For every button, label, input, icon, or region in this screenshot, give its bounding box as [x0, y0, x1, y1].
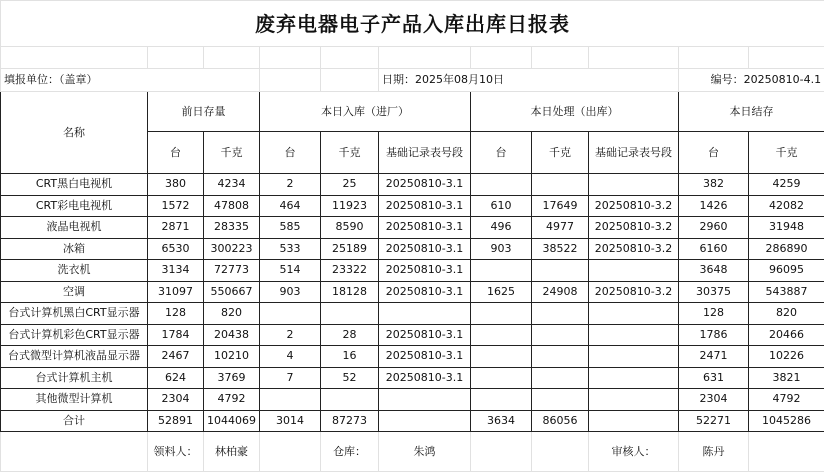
- cell-end-tai: 631: [679, 367, 749, 389]
- cell-end-tai: 30375: [679, 281, 749, 303]
- cell-in-kg: [321, 303, 379, 325]
- cell-in-record: [379, 410, 471, 432]
- cell-in-record: 20250810-3.1: [379, 195, 471, 217]
- cell-out-record: [589, 303, 679, 325]
- footer-receiver-label: 领料人：: [148, 432, 204, 472]
- header-in-kg: 千克: [321, 132, 379, 174]
- cell-prev-kg: 10210: [204, 346, 260, 368]
- table-row: [1, 260, 824, 282]
- cell-out-record: [589, 367, 679, 389]
- cell-end-kg: 96095: [749, 260, 824, 282]
- cell-out-record: [589, 324, 679, 346]
- cell-prev-kg: 72773: [204, 260, 260, 282]
- cell-in-tai: 514: [260, 260, 321, 282]
- cell-end-tai: 52271: [679, 410, 749, 432]
- cell-out-kg: 86056: [532, 410, 589, 432]
- cell-out-record: 20250810-3.2: [589, 281, 679, 303]
- header-out-today: 本日处理（出库）: [471, 92, 679, 132]
- cell-in-kg: 11923: [321, 195, 379, 217]
- cell-item-name: 台式计算机彩色CRT显示器: [1, 324, 148, 346]
- cell-in-tai: [260, 303, 321, 325]
- cell-end-kg: 1045286: [749, 410, 824, 432]
- header-out-record: 基础记录表号段: [589, 132, 679, 174]
- footer-receiver: 林柏豪: [204, 432, 260, 472]
- report-unit: 填报单位：（盖章）: [1, 69, 260, 92]
- cell-end-tai: 2960: [679, 217, 749, 239]
- cell-prev-tai: 31097: [148, 281, 204, 303]
- cell-out-kg: 4977: [532, 217, 589, 239]
- cell-in-kg: 25189: [321, 238, 379, 260]
- cell-in-kg: 18128: [321, 281, 379, 303]
- cell-prev-kg: 820: [204, 303, 260, 325]
- cell-in-record: 20250810-3.1: [379, 260, 471, 282]
- cell-out-tai: [471, 367, 532, 389]
- cell-in-record: 20250810-3.1: [379, 324, 471, 346]
- table-row: [1, 324, 824, 346]
- cell-out-tai: 1625: [471, 281, 532, 303]
- table-row: [1, 238, 824, 260]
- cell-in-kg: [321, 389, 379, 411]
- cell-in-record: 20250810-3.1: [379, 217, 471, 239]
- table-row: [1, 281, 824, 303]
- footer-reviewer-label: 审核人：: [589, 432, 679, 472]
- footer-warehouse-label: 仓库：: [321, 432, 379, 472]
- cell-in-record: 20250810-3.1: [379, 367, 471, 389]
- cell-out-tai: 903: [471, 238, 532, 260]
- cell-in-record: 20250810-3.1: [379, 281, 471, 303]
- table-row: [1, 367, 824, 389]
- cell-end-kg: 820: [749, 303, 824, 325]
- table-row: [1, 174, 824, 196]
- footer-reviewer: 陈丹: [679, 432, 749, 472]
- cell-out-tai: [471, 303, 532, 325]
- cell-out-record: [589, 260, 679, 282]
- cell-prev-tai: 380: [148, 174, 204, 196]
- cell-item-name: 台式计算机黑白CRT显示器: [1, 303, 148, 325]
- report-title: 废弃电器电子产品入库出库日报表: [1, 1, 824, 47]
- cell-item-name: 洗衣机: [1, 260, 148, 282]
- cell-end-kg: 20466: [749, 324, 824, 346]
- cell-out-record: 20250810-3.2: [589, 238, 679, 260]
- cell-prev-tai: 3134: [148, 260, 204, 282]
- cell-out-tai: [471, 389, 532, 411]
- cell-in-kg: 16: [321, 346, 379, 368]
- cell-out-kg: [532, 260, 589, 282]
- cell-in-kg: 23322: [321, 260, 379, 282]
- cell-prev-kg: 4792: [204, 389, 260, 411]
- cell-prev-kg: 3769: [204, 367, 260, 389]
- header-prev-kg: 千克: [204, 132, 260, 174]
- cell-prev-kg: 300223: [204, 238, 260, 260]
- cell-out-kg: 38522: [532, 238, 589, 260]
- header-out-tai: 台: [471, 132, 532, 174]
- cell-prev-tai: 1784: [148, 324, 204, 346]
- cell-prev-tai: 1572: [148, 195, 204, 217]
- cell-end-kg: 4259: [749, 174, 824, 196]
- cell-end-tai: 3648: [679, 260, 749, 282]
- cell-end-tai: 128: [679, 303, 749, 325]
- cell-prev-tai: 128: [148, 303, 204, 325]
- header-name: 名称: [1, 92, 148, 174]
- cell-in-kg: 52: [321, 367, 379, 389]
- cell-item-name: CRT黑白电视机: [1, 174, 148, 196]
- cell-in-tai: [260, 389, 321, 411]
- cell-in-tai: 3014: [260, 410, 321, 432]
- cell-end-tai: 1786: [679, 324, 749, 346]
- cell-out-kg: 17649: [532, 195, 589, 217]
- cell-out-tai: 3634: [471, 410, 532, 432]
- header-end-stock: 本日结存: [679, 92, 824, 132]
- cell-out-kg: [532, 346, 589, 368]
- header-end-tai: 台: [679, 132, 749, 174]
- cell-in-kg: 8590: [321, 217, 379, 239]
- header-prev-stock: 前日存量: [148, 92, 260, 132]
- cell-in-kg: 25: [321, 174, 379, 196]
- cell-end-tai: 2304: [679, 389, 749, 411]
- footer-warehouse: 朱鸿: [379, 432, 471, 472]
- cell-end-tai: 6160: [679, 238, 749, 260]
- cell-in-record: [379, 303, 471, 325]
- report-number: 编号：20250810-4.1: [679, 69, 824, 92]
- header-in-today: 本日入库（进厂）: [260, 92, 471, 132]
- cell-in-kg: 87273: [321, 410, 379, 432]
- cell-in-tai: 2: [260, 174, 321, 196]
- cell-out-record: [589, 389, 679, 411]
- cell-out-tai: [471, 324, 532, 346]
- cell-prev-kg: 4234: [204, 174, 260, 196]
- cell-in-tai: 464: [260, 195, 321, 217]
- cell-prev-tai: 624: [148, 367, 204, 389]
- cell-in-record: 20250810-3.1: [379, 238, 471, 260]
- cell-end-kg: 543887: [749, 281, 824, 303]
- cell-item-name: 空调: [1, 281, 148, 303]
- cell-prev-kg: 28335: [204, 217, 260, 239]
- cell-out-kg: [532, 367, 589, 389]
- cell-out-kg: [532, 324, 589, 346]
- cell-in-tai: 585: [260, 217, 321, 239]
- table-row: [1, 389, 824, 411]
- cell-out-record: [589, 346, 679, 368]
- cell-out-kg: [532, 389, 589, 411]
- cell-item-name: 合计: [1, 410, 148, 432]
- table-row: [1, 195, 824, 217]
- header-in-record: 基础记录表号段: [379, 132, 471, 174]
- cell-out-tai: [471, 346, 532, 368]
- cell-item-name: 其他微型计算机: [1, 389, 148, 411]
- cell-end-tai: 382: [679, 174, 749, 196]
- cell-item-name: 台式计算机主机: [1, 367, 148, 389]
- table-row: [1, 410, 824, 432]
- report-date: 日期：2025年08月10日: [379, 69, 679, 92]
- cell-prev-tai: 6530: [148, 238, 204, 260]
- cell-out-tai: 496: [471, 217, 532, 239]
- table-row: [1, 303, 824, 325]
- cell-end-kg: 286890: [749, 238, 824, 260]
- cell-in-record: [379, 389, 471, 411]
- cell-prev-tai: 2304: [148, 389, 204, 411]
- cell-out-record: 20250810-3.2: [589, 217, 679, 239]
- cell-out-kg: [532, 303, 589, 325]
- table-row: [1, 217, 824, 239]
- header-end-kg: 千克: [749, 132, 824, 174]
- cell-out-tai: [471, 174, 532, 196]
- cell-end-kg: 42082: [749, 195, 824, 217]
- cell-prev-tai: 52891: [148, 410, 204, 432]
- cell-prev-tai: 2871: [148, 217, 204, 239]
- cell-end-kg: 4792: [749, 389, 824, 411]
- cell-item-name: CRT彩电电视机: [1, 195, 148, 217]
- cell-prev-kg: 1044069: [204, 410, 260, 432]
- cell-in-record: 20250810-3.1: [379, 346, 471, 368]
- cell-out-tai: 610: [471, 195, 532, 217]
- cell-in-tai: 903: [260, 281, 321, 303]
- header-prev-tai: 台: [148, 132, 204, 174]
- cell-in-record: 20250810-3.1: [379, 174, 471, 196]
- table-row: [1, 346, 824, 368]
- cell-in-tai: 4: [260, 346, 321, 368]
- cell-end-tai: 1426: [679, 195, 749, 217]
- cell-prev-kg: 47808: [204, 195, 260, 217]
- cell-end-kg: 31948: [749, 217, 824, 239]
- header-out-kg: 千克: [532, 132, 589, 174]
- cell-out-record: 20250810-3.2: [589, 195, 679, 217]
- cell-out-kg: [532, 174, 589, 196]
- cell-end-kg: 3821: [749, 367, 824, 389]
- cell-prev-kg: 20438: [204, 324, 260, 346]
- cell-prev-kg: 550667: [204, 281, 260, 303]
- cell-item-name: 冰箱: [1, 238, 148, 260]
- cell-in-tai: 7: [260, 367, 321, 389]
- cell-item-name: 液晶电视机: [1, 217, 148, 239]
- cell-out-tai: [471, 260, 532, 282]
- cell-in-tai: 2: [260, 324, 321, 346]
- cell-end-kg: 10226: [749, 346, 824, 368]
- cell-out-kg: 24908: [532, 281, 589, 303]
- cell-out-record: [589, 174, 679, 196]
- header-in-tai: 台: [260, 132, 321, 174]
- cell-in-tai: 533: [260, 238, 321, 260]
- cell-prev-tai: 2467: [148, 346, 204, 368]
- cell-out-record: [589, 410, 679, 432]
- cell-item-name: 台式微型计算机液晶显示器: [1, 346, 148, 368]
- cell-end-tai: 2471: [679, 346, 749, 368]
- cell-in-kg: 28: [321, 324, 379, 346]
